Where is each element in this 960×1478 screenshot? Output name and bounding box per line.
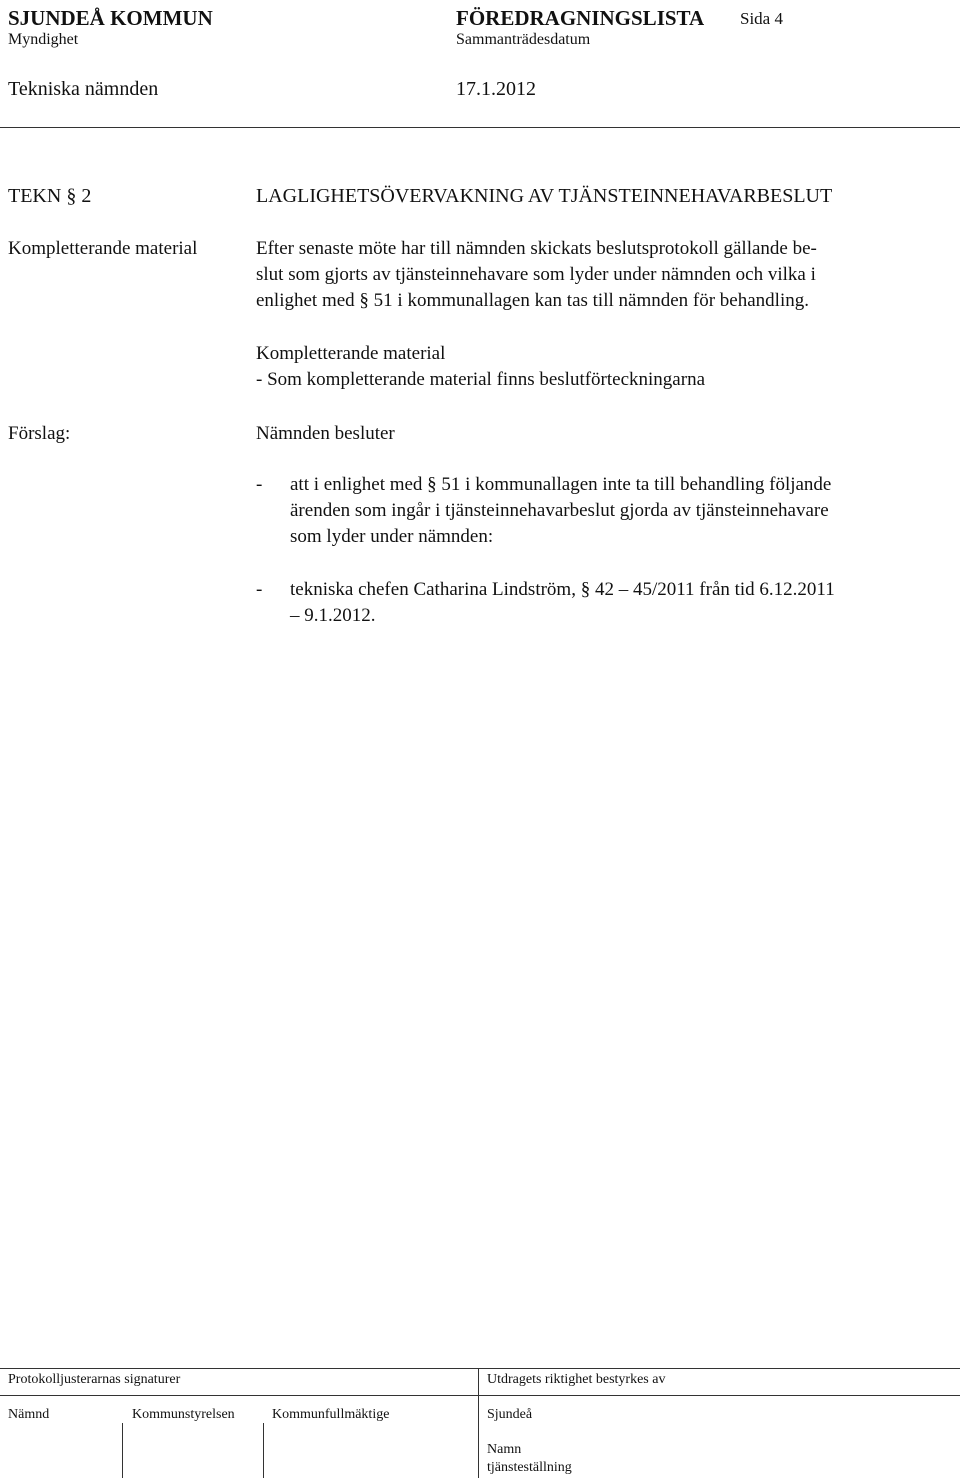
authority-name: Tekniska nämnden [8,78,159,100]
item-line: att i enlighet med § 51 i kommunallagen inte ta till behandling följande [290,474,832,495]
org-name: SJUNDEÅ KOMMUN [8,6,213,30]
item-line: ärenden som ingår i tjänsteinnehavarbeslut gjorda av tjänsteinnehavare [290,500,829,521]
item-line: som lyder under nämnden: [290,526,494,547]
proposal-label: Förslag: [8,423,71,444]
date-label: Sammanträdesdatum [456,31,591,48]
intro-paragraph [256,236,946,314]
col-namnd: Nämnd [8,1407,50,1422]
intro-line: slut som gjorts av tjänsteinnehavare som lyder under nämnden och vilka i [256,264,816,285]
decision-item [256,472,956,552]
meeting-date: 17.1.2012 [456,78,536,100]
footer-col-divider [263,1423,264,1478]
footer-top-rule [0,1368,960,1369]
decision-heading: Nämnden besluter [256,423,395,444]
col-kommunfullmaktige: Kommunfullmäktige [272,1407,390,1422]
position-label: tjänsteställning [487,1460,572,1475]
material-heading: Kompletterande material [256,343,446,364]
name-label: Namn [487,1442,522,1457]
section-code: TEKN § 2 [8,185,92,207]
item-line: tekniska chefen Catharina Lindström, § 42 – 45/2011 från tid 6.12.2011 [290,579,835,600]
footer-center-divider [478,1368,479,1478]
signatures-label: Protokolljusterarnas signaturer [8,1372,181,1387]
side-label: Kompletterande material [8,238,198,259]
authority-label: Myndighet [8,31,79,48]
certify-label: Utdragets riktighet bestyrkes av [487,1372,666,1387]
item-line: – 9.1.2012. [290,605,376,626]
footer-col-divider [122,1423,123,1478]
document-type: FÖREDRAGNINGSLISTA [456,6,705,30]
footer-row-rule [0,1395,960,1396]
col-kommunstyrelsen: Kommunstyrelsen [132,1407,235,1422]
list-dash: - [256,579,263,600]
intro-line: Efter senaste möte har till nämnden skickats beslutsprotokoll gällande be- [256,238,817,259]
decision-item [256,577,956,631]
material-text: - Som kompletterande material finns beslutförteckningarna [256,369,705,390]
list-dash: - [256,474,263,495]
section-title: LAGLIGHETSÖVERVAKNING AV TJÄNSTEINNEHAVARBESLUT [256,185,833,207]
header-rule [0,127,960,128]
signature-footer [0,1368,960,1478]
place-name: Sjundeå [487,1407,533,1422]
intro-line: enlighet med § 51 i kommunallagen kan tas till nämnden för behandling. [256,290,809,311]
page-number: Sida 4 [740,9,783,28]
